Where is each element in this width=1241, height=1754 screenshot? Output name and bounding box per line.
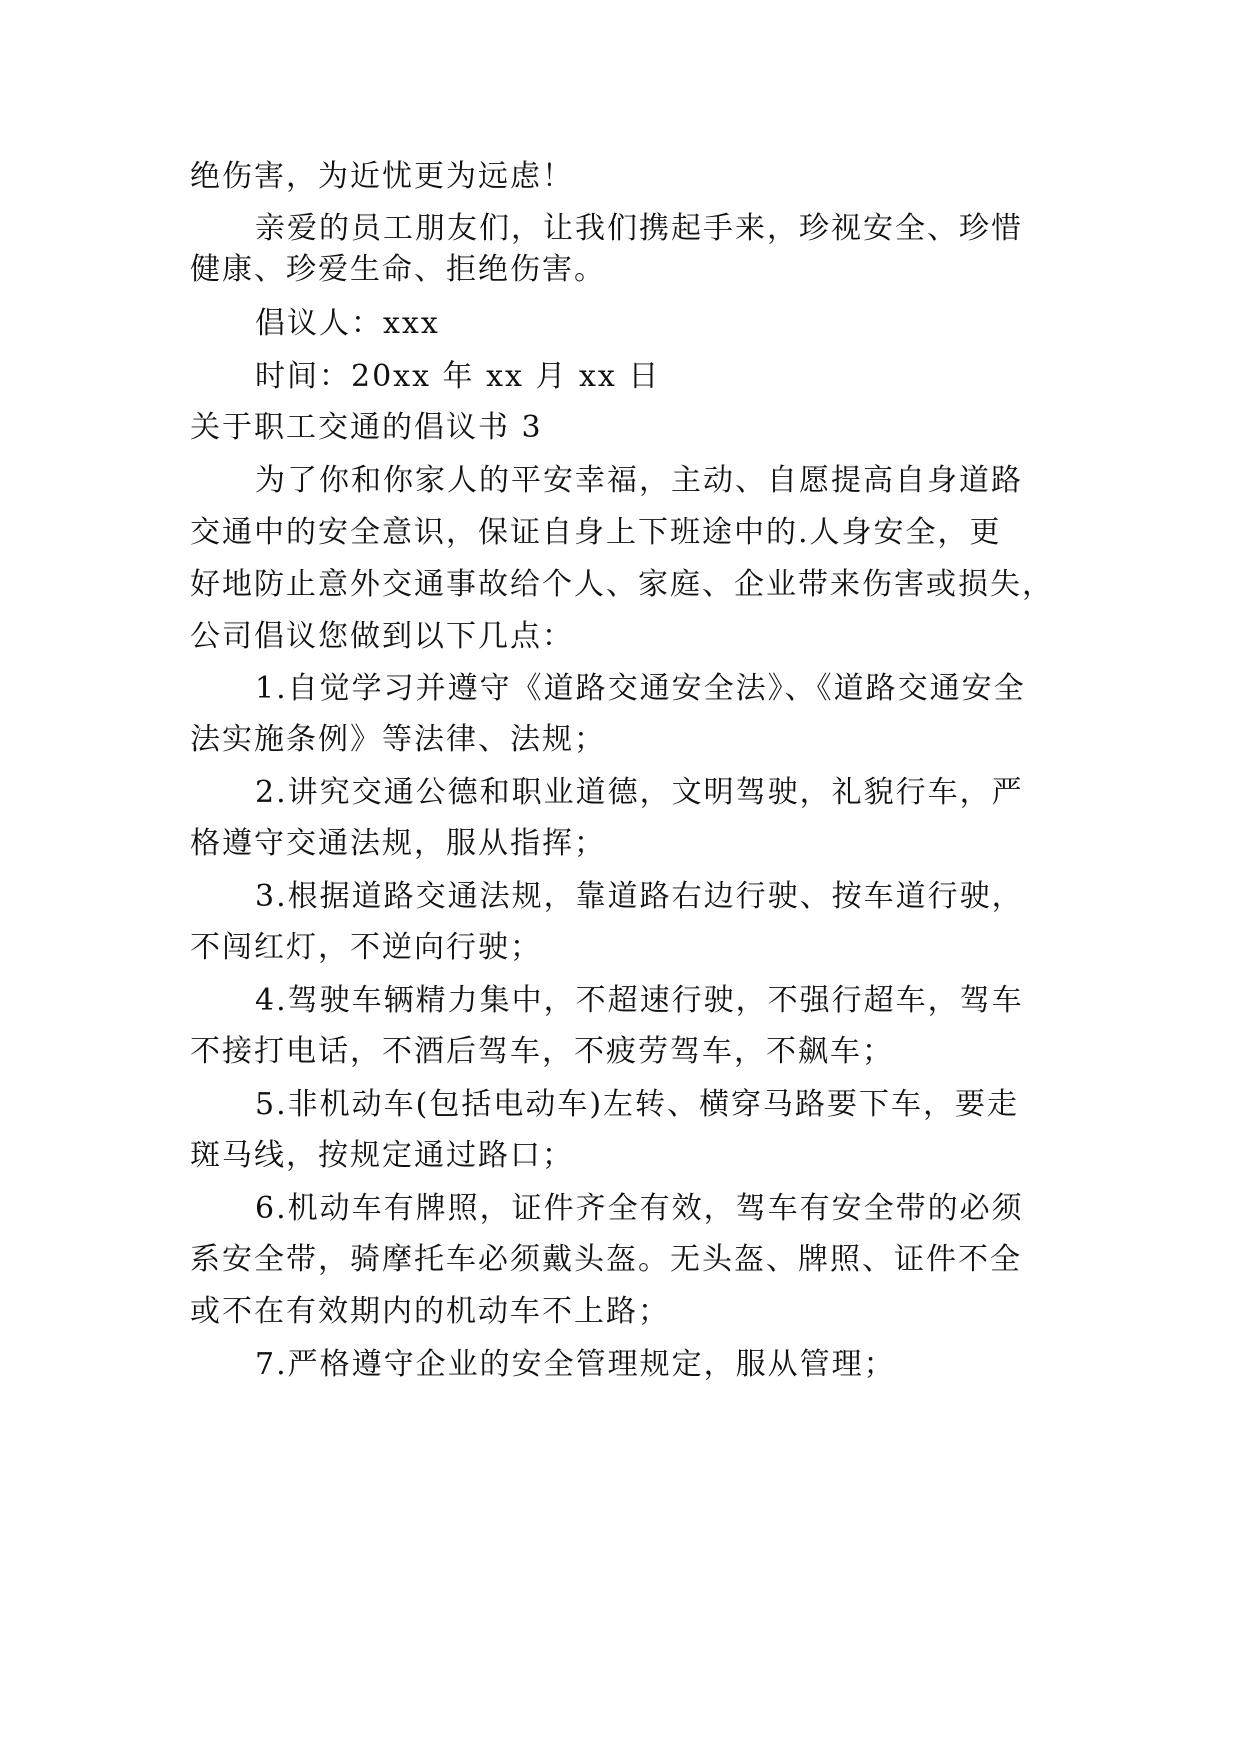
signature-proposer: 倡议人：xxx: [255, 306, 440, 341]
list-item-1-cont: 法实施条例》等法律、法规；: [190, 722, 606, 757]
list-item-2: 2.讲究交通公德和职业道德，文明驾驶，礼貌行车，严: [255, 775, 1024, 810]
list-item-6-cont: 或不在有效期内的机动车不上路；: [190, 1294, 670, 1329]
section-title: 关于职工交通的倡议书 3: [190, 410, 543, 445]
list-item-6: 6.机动车有牌照，证件齐全有效，驾车有安全带的必须: [255, 1191, 1024, 1226]
paragraph-line: 公司倡议您做到以下几点：: [190, 619, 574, 654]
list-item-4: 4.驾驶车辆精力集中，不超速行驶，不强行超车，驾车: [255, 983, 1024, 1018]
list-item-5-cont: 斑马线，按规定通过路口；: [190, 1138, 574, 1173]
signature-date: 时间：20xx 年 xx 月 xx 日: [255, 359, 661, 394]
list-item-2-cont: 格遵守交通法规，服从指挥；: [190, 826, 606, 861]
list-item-3-cont: 不闯红灯，不逆向行驶；: [190, 930, 542, 965]
list-item-6-cont: 系安全带，骑摩托车必须戴头盔。无头盔、牌照、证件不全: [190, 1242, 1022, 1277]
paragraph-line: 好地防止意外交通事故给个人、家庭、企业带来伤害或损失，: [190, 567, 1054, 602]
paragraph-line: 绝伤害，为近忧更为远虑！: [190, 159, 574, 194]
list-item-7: 7.严格遵守企业的安全管理规定，服从管理；: [255, 1347, 896, 1382]
paragraph-line: 交通中的安全意识，保证自身上下班途中的.人身安全，更: [190, 515, 1002, 550]
list-item-3: 3.根据道路交通法规，靠道路右边行驶、按车道行驶，: [255, 879, 1024, 914]
list-item-4-cont: 不接打电话，不酒后驾车，不疲劳驾车，不飙车；: [190, 1034, 894, 1069]
paragraph-line: 亲爱的员工朋友们，让我们携起手来，珍视安全、珍惜: [255, 211, 1023, 246]
paragraph-line: 为了你和你家人的平安幸福，主动、自愿提高自身道路: [255, 463, 1023, 498]
list-item-5: 5.非机动车(包括电动车)左转、横穿马路要下车，要走: [255, 1087, 1020, 1122]
list-item-1: 1.自觉学习并遵守《道路交通安全法》、《道路交通安全: [255, 671, 1026, 706]
paragraph-line: 健康、珍爱生命、拒绝伤害。: [190, 252, 606, 287]
